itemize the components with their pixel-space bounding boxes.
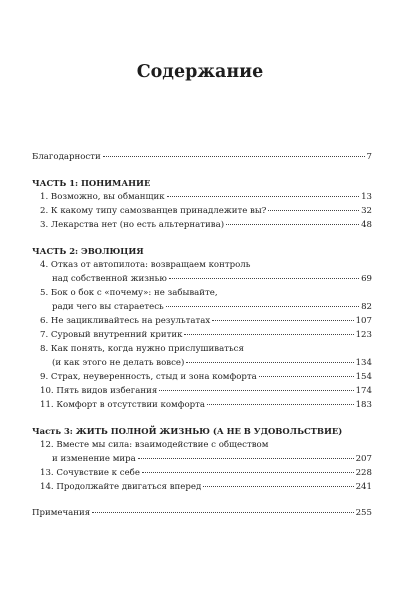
toc-page-number: 241 [355, 482, 372, 492]
part-heading: Часть 3: ЖИТЬ ПОЛНОЙ ЖИЗНЬЮ (А НЕ В УДОВОЛЬСТВИЕ) [32, 426, 343, 436]
toc-entry[interactable] [32, 272, 372, 286]
toc-page-number: 7 [366, 152, 372, 162]
toc-page-number: 13 [361, 192, 372, 202]
toc-entry[interactable] [32, 204, 372, 218]
dot-leader [167, 196, 359, 197]
toc-entry[interactable] [32, 398, 372, 412]
toc-entry-label: (и как этого не делать вовсе) [52, 358, 185, 368]
toc-page-number: 82 [361, 302, 372, 312]
dot-leader [184, 334, 353, 335]
toc-entry[interactable] [32, 480, 372, 494]
dot-leader [226, 224, 359, 225]
toc-entry[interactable] [32, 384, 372, 398]
toc-entry[interactable] [32, 452, 372, 466]
toc-entry[interactable] [32, 300, 372, 314]
section-gap [32, 164, 372, 176]
dot-leader [159, 390, 353, 391]
toc-entry-label: Примечания [32, 508, 91, 518]
toc-entry-line: 5. Бок о бок с «почему»: не забывайте, [40, 288, 218, 298]
dot-leader [259, 376, 354, 377]
toc-page-number: 123 [355, 330, 372, 340]
dot-leader [138, 458, 354, 459]
toc-page-number: 207 [355, 454, 372, 464]
toc-entry-label: 2. К какому типу самозванцев принадлежите вы? [40, 206, 267, 216]
toc-entry-line: 4. Отказ от автопилота: возвращаем контроль [40, 260, 251, 270]
toc-entry[interactable] [32, 370, 372, 384]
toc-page-number: 134 [355, 358, 372, 368]
toc-page-number: 174 [355, 386, 372, 396]
toc-entry-label: ради чего вы стараетесь [52, 302, 164, 312]
toc-page-number: 183 [355, 400, 372, 410]
toc-page-number: 69 [361, 274, 372, 284]
page-title: Содержание [136, 62, 264, 82]
part-heading: ЧАСТЬ 1: ПОНИМАНИЕ [32, 178, 151, 188]
section-gap [32, 494, 372, 506]
dot-leader [207, 404, 354, 405]
toc-entry-label: 14. Продолжайте двигаться вперед [40, 482, 202, 492]
toc-entry-label: 13. Сочувствие к себе [40, 468, 140, 478]
toc-entry-label: 11. Комфорт в отсутствии комфорта [40, 400, 206, 410]
toc-page-number: 107 [355, 316, 372, 326]
toc-entry-label: и изменение мира [52, 454, 136, 464]
toc-entry-line: 12. Вместе мы сила: взаимодействие с обществом [40, 440, 269, 450]
toc-entry-label: 10. Пять видов избегания [40, 386, 158, 396]
section-gap [32, 232, 372, 244]
toc-entry-label: 7. Суровый внутренний критик [40, 330, 183, 340]
dot-leader [92, 512, 353, 513]
toc-entry[interactable] [32, 218, 372, 232]
toc-entry-label: 9. Страх, неуверенность, стыд и зона комфорта [40, 372, 257, 382]
dot-leader [186, 362, 353, 363]
toc-entry[interactable] [32, 356, 372, 370]
toc-entry-label: 3. Лекарства нет (но есть альтернатива) [40, 220, 225, 230]
toc-entry-label: 6. Не зацикливайтесь на результатах [40, 316, 211, 326]
toc-page-number: 228 [355, 468, 372, 478]
toc-entry[interactable] [32, 466, 372, 480]
dot-leader [166, 306, 359, 307]
toc-entry-label: над собственной жизнью [52, 274, 167, 284]
section-gap [32, 412, 372, 424]
toc-entry[interactable] [32, 190, 372, 204]
table-of-contents [32, 150, 372, 520]
dot-leader [103, 156, 365, 157]
toc-entry[interactable] [32, 506, 372, 520]
toc-entry-label: 1. Возможно, вы обманщик [40, 192, 165, 202]
toc-entry[interactable] [32, 150, 372, 164]
dot-leader [203, 486, 353, 487]
toc-page-number: 32 [361, 206, 372, 216]
toc-page-number: 255 [355, 508, 372, 518]
part-heading: ЧАСТЬ 2: ЭВОЛЮЦИЯ [32, 246, 144, 256]
toc-entry-line: 8. Как понять, когда нужно прислушиваться [40, 344, 244, 354]
dot-leader [268, 210, 359, 211]
dot-leader [142, 472, 354, 473]
dot-leader [212, 320, 353, 321]
toc-entry[interactable] [32, 328, 372, 342]
toc-entry[interactable] [32, 314, 372, 328]
dot-leader [169, 278, 359, 279]
toc-entry-label: Благодарности [32, 152, 101, 162]
toc-page-number: 48 [361, 220, 372, 230]
toc-page-number: 154 [355, 372, 372, 382]
